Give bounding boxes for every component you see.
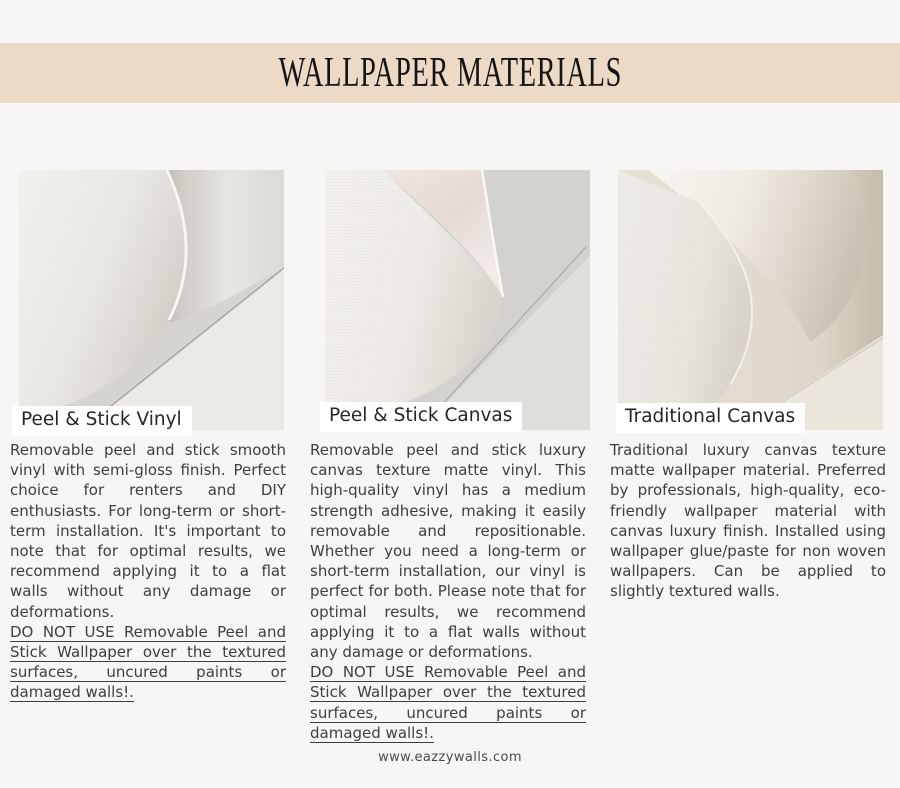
website-url: www.eazzywalls.com [378,750,522,765]
material-description [310,440,586,743]
page-title: WALLPAPER MATERIALS [278,50,622,96]
material-column-peel-stick-vinyl [10,170,286,743]
material-column-traditional-canvas [610,170,886,743]
material-column-peel-stick-canvas [310,170,586,743]
photo-frame [310,170,586,430]
material-label: Traditional Canvas [616,403,805,433]
material-description [610,440,886,602]
material-warning: DO NOT USE Removable Peel and Stick Wallpaper over the textured surfaces, uncured paints or damaged walls!. [10,622,286,702]
description-text: Removable peel and stick smooth vinyl with semi-gloss finish. Perfect choice for renters and DIY enthusiasts. For long-term or short-term installation. It's important to note that for optimal results, we recommend applying it to a flat walls without any damage or deformations. [10,441,286,621]
photo-frame [610,170,886,430]
material-warning: DO NOT USE Removable Peel and Stick Wallpaper over the textured surfaces, uncured paints or damaged walls!. [310,663,586,742]
header-band [0,43,900,103]
photo-frame [10,170,286,430]
description-text: Removable peel and stick luxury canvas texture matte vinyl. This high-quality vinyl has a medium strength adhesive, making it easily removable and repositionable. Whether you need a long-term or short-term installation, our vinyl is perfect for both. Please note that for optimal results, we recommend applying it to a flat walls without any damage or deformations. [310,441,586,662]
materials-row [0,170,900,743]
traditional-canvas-curled-sheet-photo [618,170,883,430]
material-label: Peel & Stick Canvas [320,402,522,432]
description-text: Traditional luxury canvas texture matte wallpaper material. Preferred by professionals, high-quality, eco-friendly wallpaper material with canvas luxury finish. Installed using wallpaper glue/paste for non woven wallpapers. Can be applied to slightly textured walls. [610,441,886,601]
material-description [10,440,286,703]
canvas-texture-vinyl-curled-sheet-photo [325,170,590,430]
smooth-vinyl-curled-sheet-photo [19,170,284,430]
material-label: Peel & Stick Vinyl [12,406,192,436]
